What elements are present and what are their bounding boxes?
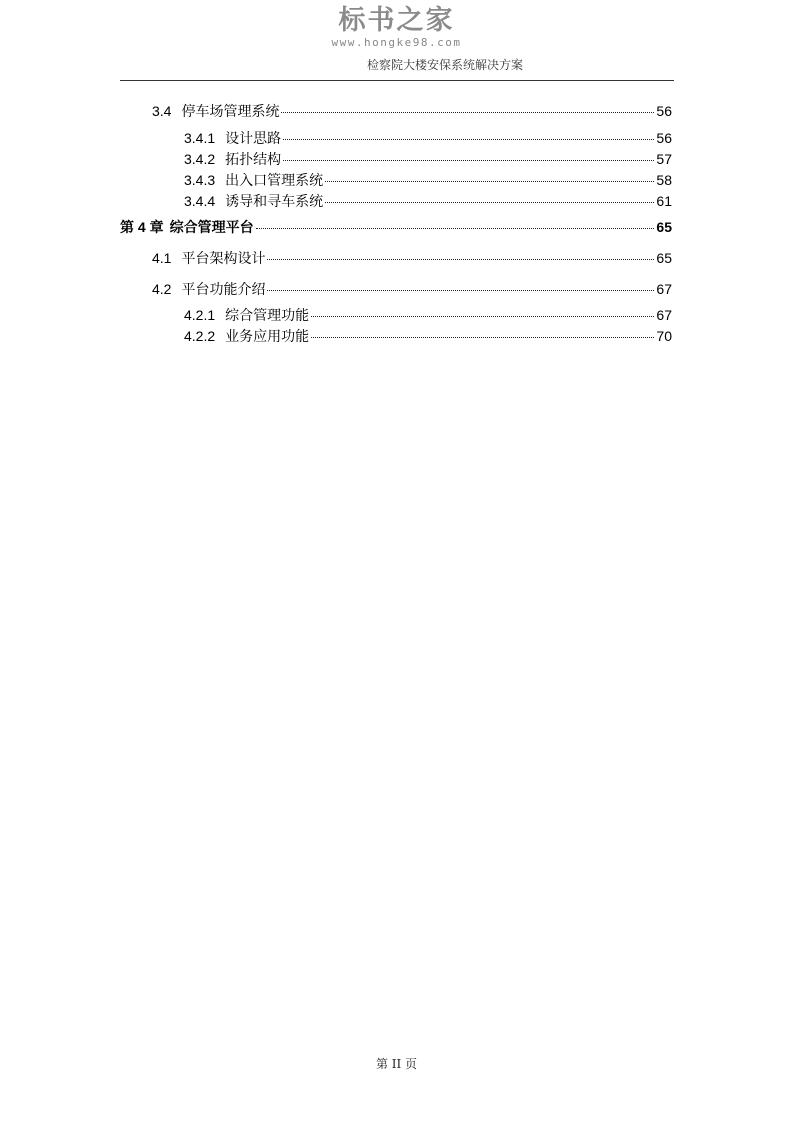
toc-number: 第 4 章 (120, 219, 164, 235)
toc-entry[interactable] (184, 129, 672, 147)
toc-page: 61 (656, 193, 672, 209)
toc-page: 65 (656, 219, 672, 235)
toc-entry[interactable] (184, 171, 672, 189)
toc-title: 停车场管理系统 (181, 103, 280, 119)
logo-title: 标书之家 (338, 5, 455, 36)
dot-leader (283, 160, 654, 161)
toc-page: 70 (656, 328, 672, 344)
toc-page: 56 (656, 130, 672, 146)
toc-entry[interactable] (152, 280, 672, 298)
dot-leader (256, 228, 655, 229)
logo-url: www.hongke98.com (331, 36, 462, 49)
toc-page: 56 (656, 103, 672, 119)
toc-number: 3.4.1 (184, 130, 216, 146)
dot-leader (325, 202, 654, 203)
toc-title: 平台架构设计 (181, 250, 266, 266)
toc-title: 诱导和寻车系统 (225, 193, 324, 209)
dot-leader (281, 112, 654, 113)
toc-number: 3.4.4 (184, 193, 216, 209)
toc-entry[interactable] (152, 102, 672, 120)
document-title: 检察院大楼安保系统解决方案 (366, 58, 523, 72)
toc-page: 67 (656, 281, 672, 297)
dot-leader (325, 181, 654, 182)
toc-page: 65 (656, 250, 672, 266)
toc-number: 3.4 (152, 103, 172, 119)
dot-leader (283, 139, 654, 140)
toc-number: 4.2 (152, 281, 172, 297)
dot-leader (311, 337, 654, 338)
toc-entry[interactable] (184, 306, 672, 324)
dot-leader (267, 290, 654, 291)
toc-title: 业务应用功能 (225, 328, 310, 344)
toc-title: 综合管理平台 (169, 219, 254, 235)
toc-number: 3.4.3 (184, 172, 216, 188)
toc-page: 57 (656, 151, 672, 167)
header-divider (120, 80, 674, 81)
toc-number: 3.4.2 (184, 151, 216, 167)
site-logo (0, 4, 793, 49)
toc-number: 4.2.2 (184, 328, 216, 344)
toc-entry[interactable] (184, 150, 672, 168)
toc-title: 平台功能介绍 (181, 281, 266, 297)
toc-entry[interactable] (152, 249, 672, 267)
toc-number: 4.1 (152, 250, 172, 266)
toc-title: 出入口管理系统 (225, 172, 324, 188)
toc-title: 拓扑结构 (225, 151, 282, 167)
toc-number: 4.2.1 (184, 307, 216, 323)
toc-chapter-entry[interactable] (120, 218, 672, 236)
page-number: 第 II 页 (375, 1057, 418, 1071)
toc-title: 设计思路 (225, 130, 282, 146)
toc-page: 67 (656, 307, 672, 323)
dot-leader (267, 259, 654, 260)
toc-page: 58 (656, 172, 672, 188)
dot-leader (311, 316, 654, 317)
toc-entry[interactable] (184, 327, 672, 345)
toc-entry[interactable] (184, 192, 672, 210)
toc-title: 综合管理功能 (225, 307, 310, 323)
